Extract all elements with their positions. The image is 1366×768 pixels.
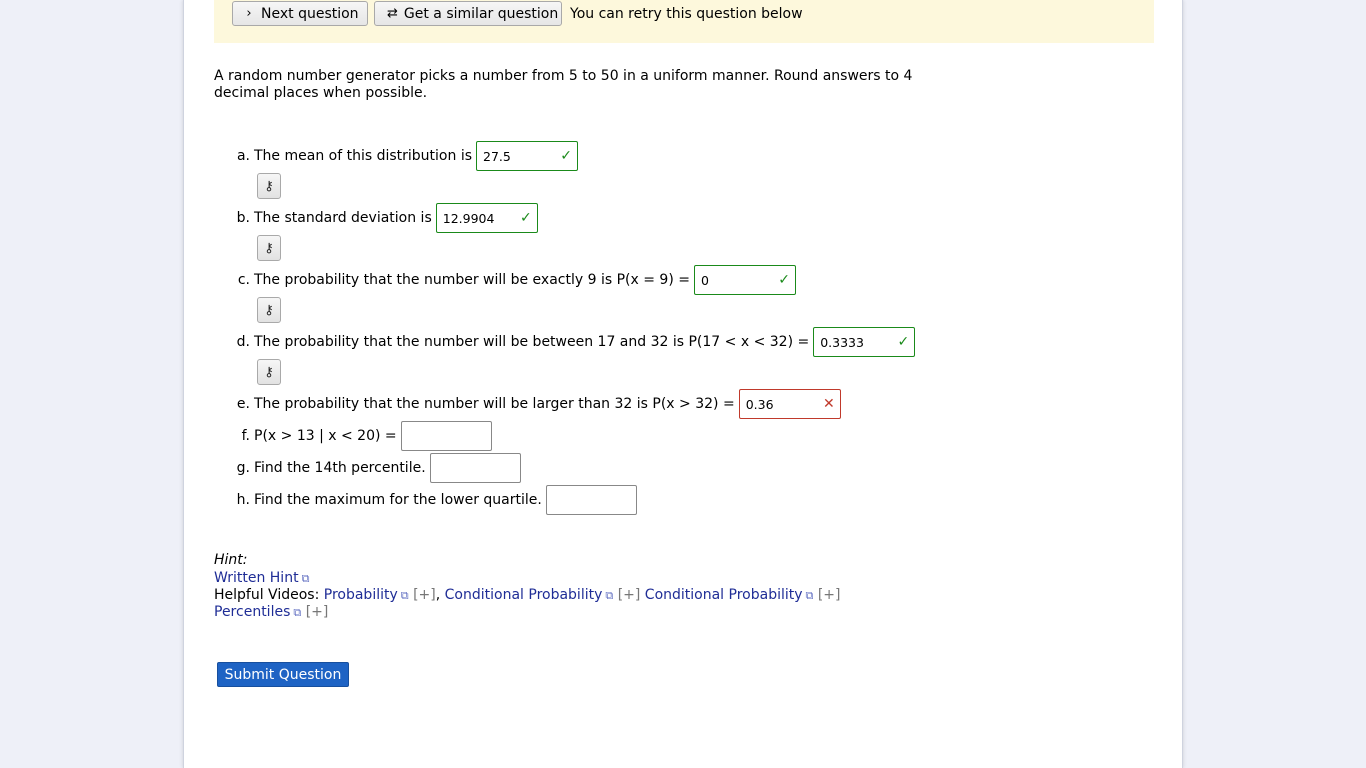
external-link-icon: ⧉ (293, 606, 302, 619)
separator: , (435, 587, 441, 603)
answer-field-b[interactable] (436, 203, 538, 233)
video-link-percentiles[interactable]: Percentiles (214, 604, 291, 620)
part-text: The probability that the number will be between 17 and 32 is P(17 < x < 32) = (254, 334, 810, 350)
external-link-icon: ⧉ (400, 589, 409, 602)
part-d (228, 327, 915, 357)
part-text: P(x > 13 | x < 20) = (254, 428, 397, 444)
next-question-button[interactable] (232, 1, 368, 26)
part-text: Find the maximum for the lower quartile. (254, 492, 542, 508)
answer-value: 0.36 (745, 396, 774, 412)
expand-video-button[interactable]: [+] (305, 604, 329, 620)
part-text: The standard deviation is (254, 210, 432, 226)
question-page (183, 0, 1183, 768)
checkmark-icon: ✓ (778, 272, 790, 288)
part-g (228, 453, 521, 483)
part-text: The probability that the number will be larger than 32 is P(x > 32) = (254, 396, 735, 412)
similar-question-label: Get a similar question (403, 5, 559, 22)
part-b (228, 203, 538, 233)
key-button-d[interactable] (257, 359, 281, 385)
checkmark-icon: ✓ (520, 210, 532, 226)
answer-field-h[interactable] (546, 485, 637, 515)
part-letter: g. (236, 460, 250, 476)
part-h (228, 485, 637, 515)
part-letter: e. (236, 396, 250, 412)
answer-value: 0.3333 (820, 334, 864, 350)
similar-question-button[interactable] (374, 1, 562, 26)
part-c (228, 265, 796, 295)
answer-value: 12.9904 (442, 210, 495, 226)
answer-field-e[interactable] (739, 389, 841, 419)
part-letter: a. (236, 148, 250, 164)
part-letter: f. (241, 428, 250, 444)
answer-field-d[interactable] (813, 327, 915, 357)
written-hint (214, 570, 309, 586)
answer-field-f[interactable] (401, 421, 492, 451)
helpful-videos (214, 587, 914, 621)
video-link-conditional-probability-2[interactable]: Conditional Probability (644, 587, 803, 603)
retry-banner (214, 0, 1154, 43)
external-link-icon: ⧉ (301, 572, 310, 585)
key-icon: ⚷ (264, 302, 274, 318)
video-link-probability[interactable]: Probability (323, 587, 398, 603)
part-a (228, 141, 578, 171)
part-f (228, 421, 492, 451)
expand-video-button[interactable]: [+] (817, 587, 841, 603)
chevron-right-icon: › (246, 6, 252, 21)
external-link-icon: ⧉ (605, 589, 614, 602)
expand-video-button[interactable]: [+] (413, 587, 436, 603)
part-text: Find the 14th percentile. (254, 460, 426, 476)
answer-field-g[interactable] (430, 453, 521, 483)
part-letter: h. (236, 492, 250, 508)
part-text: The mean of this distribution is (254, 148, 472, 164)
helpful-videos-label: Helpful Videos: (214, 587, 320, 603)
key-icon: ⚷ (264, 178, 274, 194)
external-link-icon: ⧉ (805, 589, 814, 602)
next-question-label: Next question (261, 5, 359, 22)
checkmark-icon: ✓ (897, 334, 910, 350)
cross-icon: ✕ (822, 396, 835, 412)
part-letter: b. (236, 210, 250, 226)
part-letter: d. (236, 334, 250, 350)
answer-field-a[interactable] (476, 141, 578, 171)
key-button-c[interactable] (257, 297, 281, 323)
key-button-b[interactable] (257, 235, 281, 261)
answer-value: 0 (700, 272, 709, 288)
key-icon: ⚷ (264, 364, 274, 380)
retry-message: You can retry this question below (570, 6, 803, 22)
expand-video-button[interactable]: [+] (617, 587, 641, 603)
question-intro: A random number generator picks a number from 5 to 50 in a uniform manner. Round answers to 4 decimal places when possible. (214, 68, 913, 101)
key-icon: ⚷ (264, 240, 274, 256)
answer-field-c[interactable] (694, 265, 796, 295)
repeat-icon: ⇄ (387, 6, 398, 21)
part-letter: c. (237, 272, 250, 288)
key-button-a[interactable] (257, 173, 281, 199)
part-text: The probability that the number will be exactly 9 is P(x = 9) = (254, 272, 690, 288)
written-hint-link[interactable]: Written Hint (214, 570, 299, 586)
submit-question-button[interactable]: Submit Question (217, 662, 349, 687)
part-e (228, 389, 841, 419)
hint-title: Hint: (214, 552, 248, 568)
checkmark-icon: ✓ (560, 148, 572, 164)
answer-value: 27.5 (483, 148, 511, 164)
video-link-conditional-probability[interactable]: Conditional Probability (444, 587, 603, 603)
